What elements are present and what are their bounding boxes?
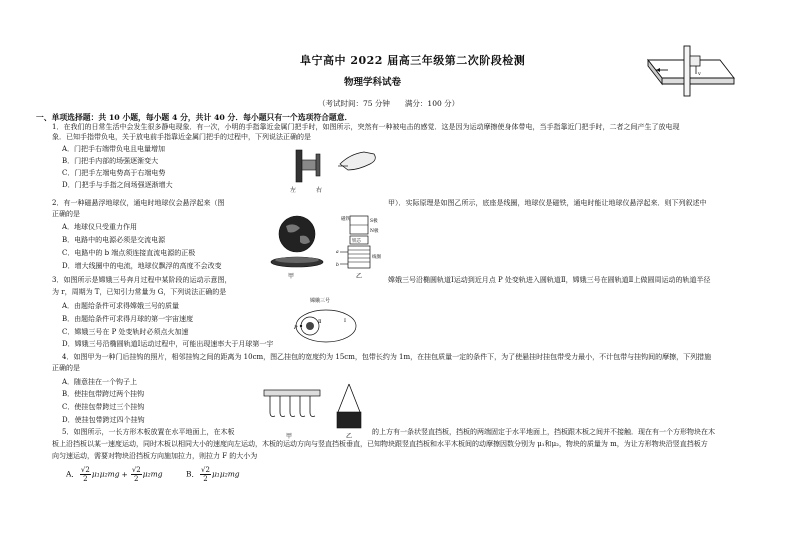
fig-right-label: 右 [316,187,323,194]
q2-option-b: B．电路中的电源必须是交流电源 [62,236,166,244]
q5-option-a-label: A． [66,469,79,479]
q3-option-d: D．嫦娥三号沿椭圆轨道Ⅰ运动过程中，可能出现速率大于月球第一宇 [62,340,274,348]
q1-stem-cont: 象．已知手指带负电，关于放电前手指靠近金属门把手的过程中，下列说法正确的是 [52,133,311,141]
q2-stem-line2: 正确的是 [52,210,80,218]
subject-title: 物理学科试卷 [344,77,402,88]
q2-option-a: A．地球仪只受重力作用 [62,223,138,231]
section-heading: 一、单项选择题：共 10 小题，每小题 4 分，共计 40 分．每小题只有一个选项符合题意． [36,113,353,122]
exam-info: （考试时间：75 分钟 满分：100 分） [318,99,460,108]
point-p-label: P [294,325,298,331]
q4-option-b: B．使挂包带跨过两个挂钩 [62,390,145,398]
hook-rack-figure [262,386,322,432]
q5-stem: 5．如图所示，一长方形木板放置在水平地面上，在木板 [62,428,235,436]
q1-stem: 1．在我们的日常生活中会发生很多静电现象．有一次，小明的手指靠近金属门把手时，如图所示，突然有一种被电击的感觉．这是因为运动摩擦使身体带电，当手指靠近门把手时，二者之间产生了放电现 [52,123,680,131]
fraction-sqrt2-over-2-c: $\frac{√2}{2}$ [201,466,210,483]
coil-label: 线圈 [372,255,381,260]
bag-figure [334,382,364,432]
fraction-sqrt2-over-2-b: $\frac{√2}{2}$ [131,466,141,483]
q5-stem-line2: 板上沿挡板以某一速度运动，同时木板以相同大小的速度向左运动，木板的运动方向与竖直挡板垂直，已知物块跟竖直挡板和水平木板间的动摩擦因数分别为 μ₁和μ₂，物块的质量为 m，为让方形物块沿竖直挡板方 [52,440,708,448]
magnet-coil-figure [336,214,386,272]
q3-option-b: B．由题给条件可求得月球的第一宇宙速度 [62,315,194,323]
orbit-1-label: Ⅰ [344,318,346,324]
q3-option-c: C．嫦娥三号在 P 处变轨时必须点火加速 [62,328,189,336]
q2-stem: 2．有一种磁悬浮地球仪，通电时地球仪会悬浮起来（图 [52,199,225,207]
q2-option-c: C．电路中的 b 端点须连接直流电源的正极 [62,249,196,257]
q5-option-a: A． $\frac{√2}{2}$ μ₁μ₂mg + $\frac{√2}{2}$ μ₂mg [66,466,163,483]
hook-fig-jia: 甲 [286,433,293,440]
terminal-b-label: b [336,263,339,268]
q3-stem-cont: 嫦娥三号沿椭圆轨道Ⅰ运动到近月点 P 处变轨进入圆轨道Ⅱ，嫦娥三号在圆轨道Ⅱ上做圆周运动的轨道半径 [388,276,711,284]
q3-stem: 3．如图所示是嫦娥三号奔月过程中某阶段的运动示意图， [52,276,232,284]
q5-stem-cont: 的上方有一条状竖直挡板，挡板的两端固定于水平地面上，挡板跟木板之间并不接触．现在有一个方形物块在木 [372,428,715,436]
bag-fig-yi: 乙 [346,433,353,440]
terminal-a-label: a [336,250,339,255]
q5-option-b: B． $\frac{√2}{2}$ μ₁μ₂mg [186,466,240,483]
q1-option-c: C．门把手左端电势高于右端电势 [62,169,166,177]
q3-option-a: A．由题给条件可求得嫦娥三号的质量 [62,302,180,310]
q2-stem-cont: 甲）．实际原理是如图乙所示，底座是线圈，地球仪是磁铁，通电时能让地球仪悬浮起来．则下列叙述中 [388,199,707,207]
q4-stem: 4．如图甲为一种门后挂钩的照片，相邻挂钩之间的距离为 10cm，图乙挂包的宽度约为 15cm，包带长约为 1m，在挂包质量一定的条件下，为了使悬挂时挂包带受力最小，不计包带与挂钩间的摩擦，下列措施 [62,353,712,361]
door-handle-figure [292,146,382,190]
q4-stem-line2: 正确的是 [52,364,80,372]
q1-option-a: A．门把手右端带负电且电量增加 [62,145,166,153]
orbit-2-label: Ⅱ [318,319,322,325]
core-label: 铁芯 [352,239,361,244]
q4-option-d: D．使挂包带跨过四个挂钩 [62,416,145,424]
fig-left-label: 左 [290,187,297,194]
q4-option-a: A．随意挂在一个钩子上 [62,378,138,386]
orbit-satellite-label: 嫦娥三号 [310,298,331,304]
fig-jia-label: 甲 [288,273,295,280]
magnet-n-label: N极 [370,229,379,234]
fraction-sqrt2-over-2: $\frac{√2}{2}$ [80,466,90,483]
q1-option-b: B．门把手内部的场强逐渐变大 [62,157,159,165]
q5-option-b-label: B． [186,469,200,479]
globe-figure [264,212,330,272]
fig-v-label: v [698,71,701,77]
board-figure [640,38,740,108]
q5-stem-line3: 向匀速运动，需要对物块沿挡板方向施加拉力，则拉力 F 的大小为 [52,452,258,460]
q2-option-d: D．增大线圈中的电流，地球仪飘浮的高度不会改变 [62,262,222,270]
q4-option-c: C．使挂包带跨过三个挂钩 [62,403,145,411]
exam-title: 阜宁高中 2022 届高三年级第二次阶段检测 [300,54,526,67]
orbit-figure [292,296,362,346]
q1-option-d: D．门把手与手指之间场强逐渐增大 [62,181,173,189]
magnet-s-label: S极 [370,219,378,224]
q3-stem-line2: 为 r，周期为 T，已知引力常量为 G，下列说法正确的是 [52,288,227,296]
magnet-label: 磁铁 [341,217,350,222]
fig-yi-label: 乙 [356,273,363,280]
